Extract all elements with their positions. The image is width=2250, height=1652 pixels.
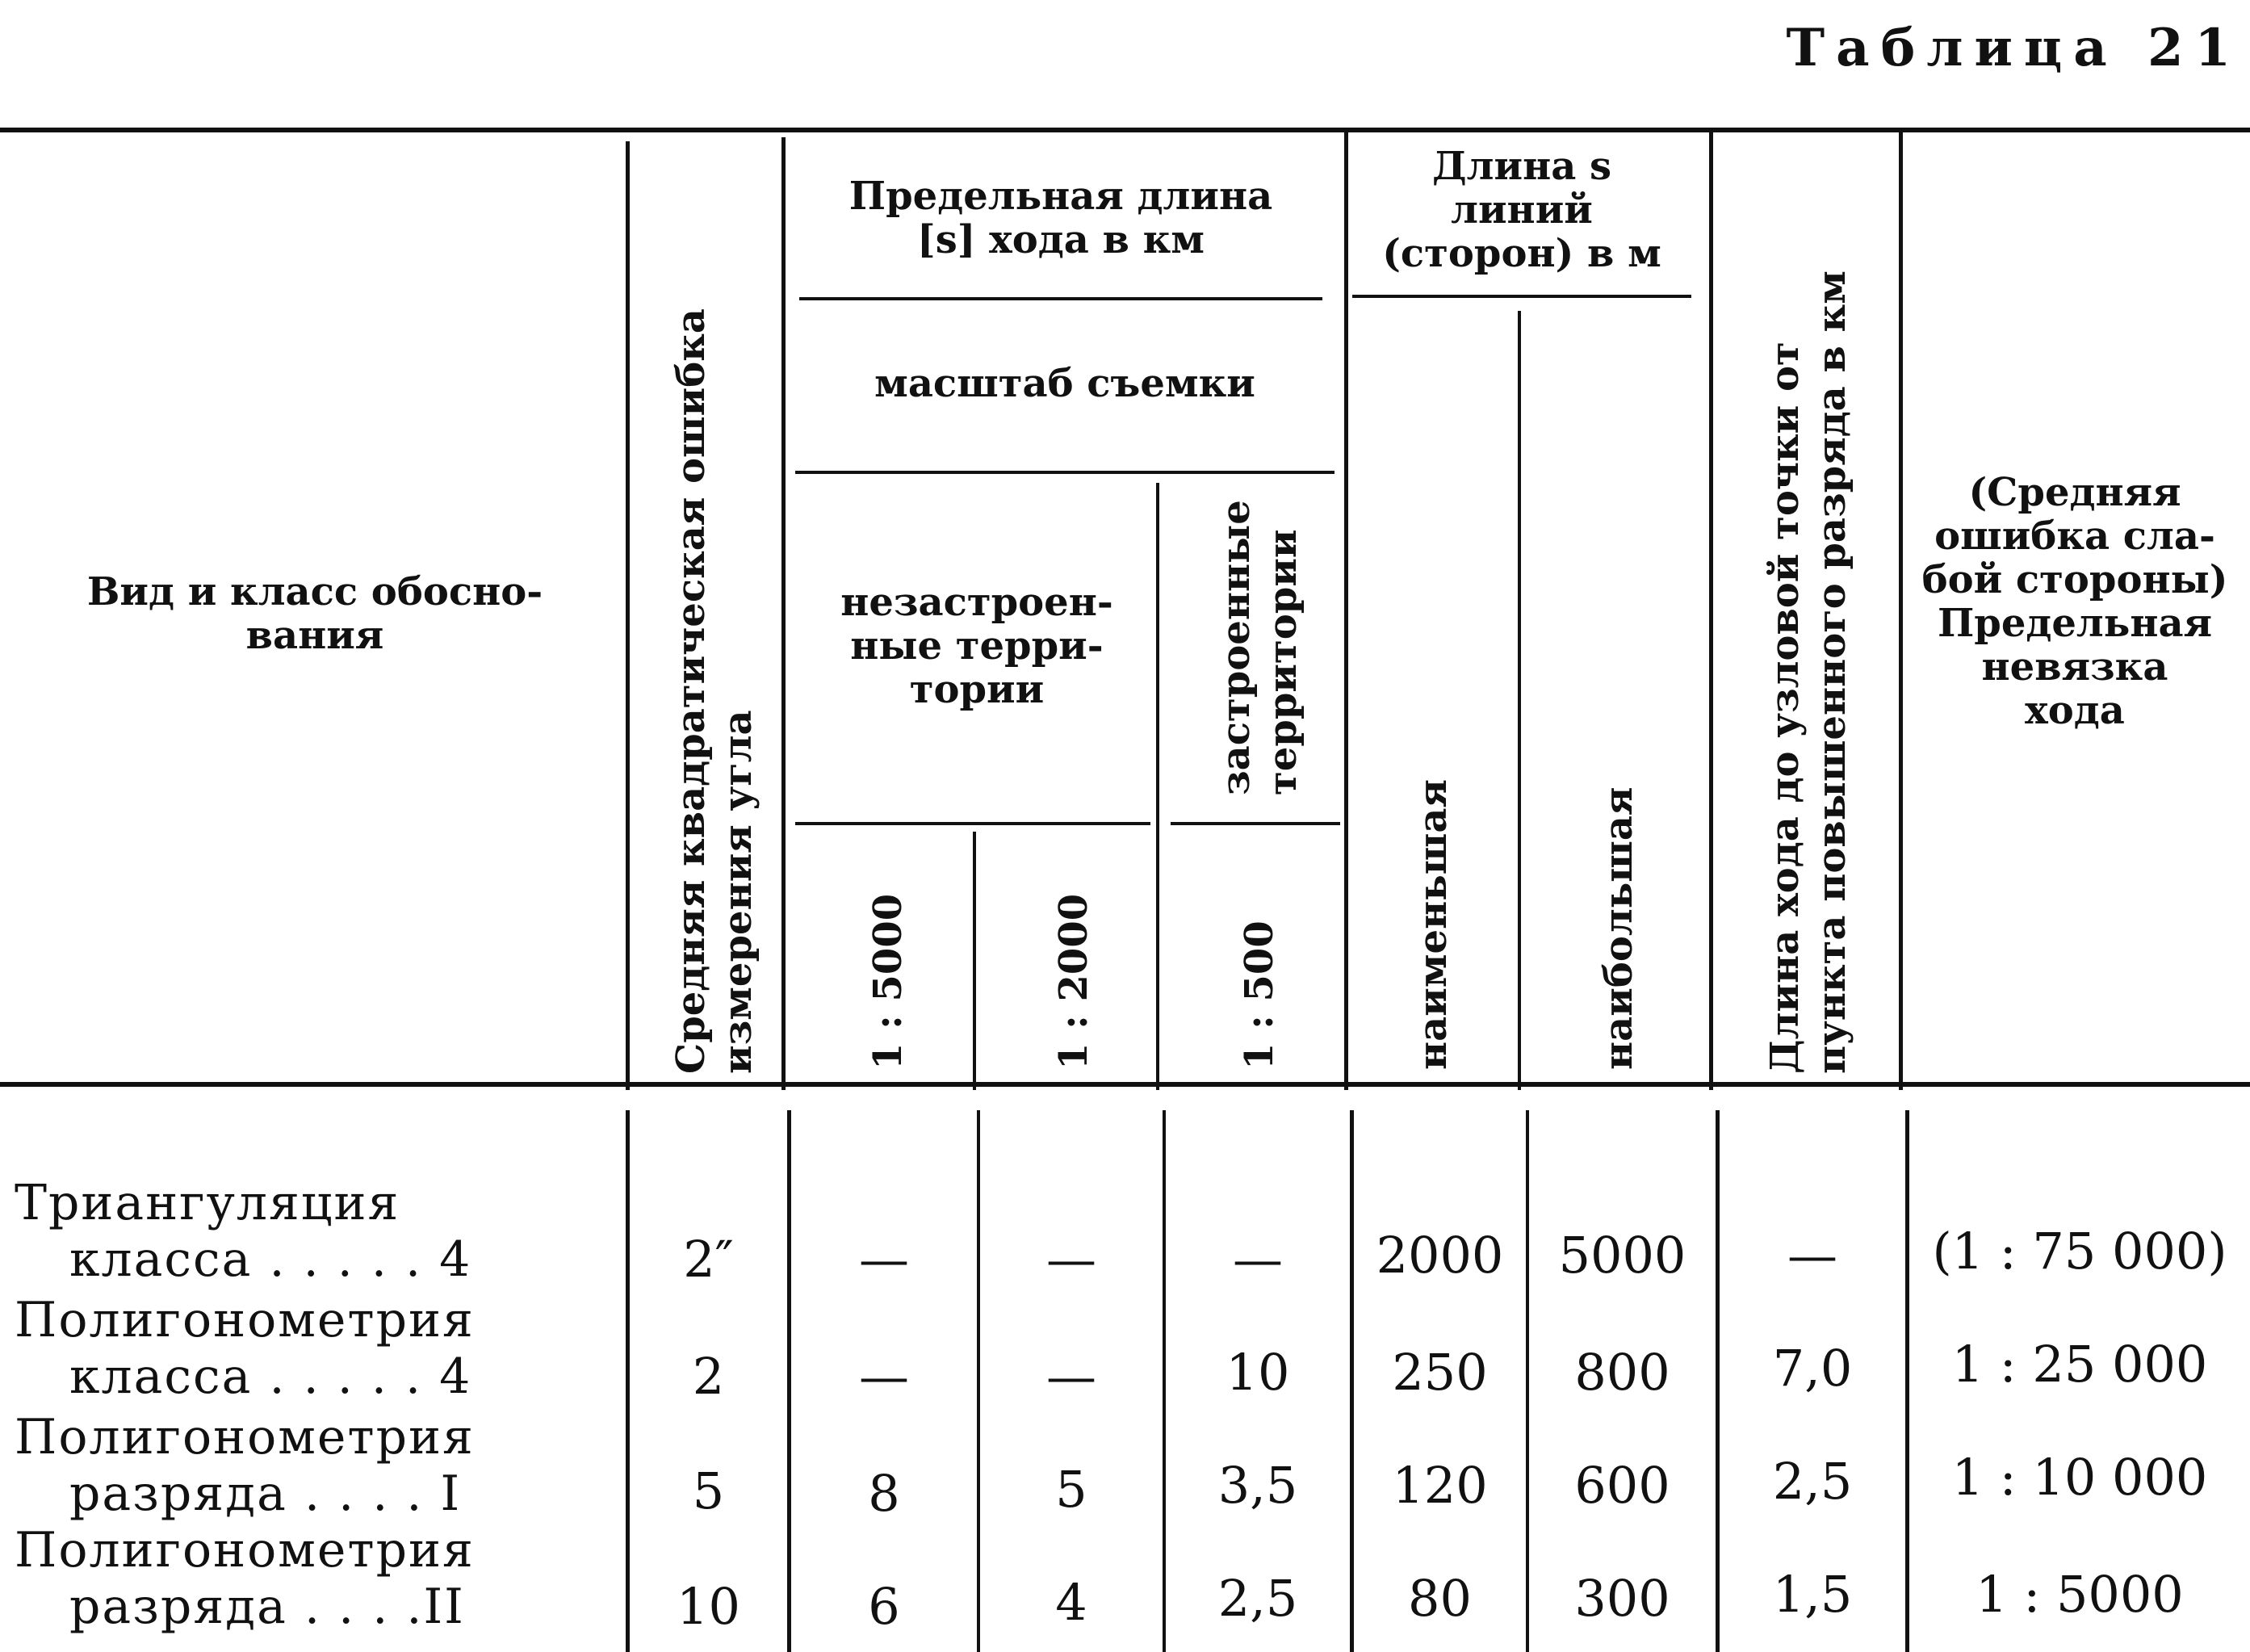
row-4-name bbox=[15, 1522, 612, 1635]
vline-header-7 bbox=[1709, 129, 1713, 1090]
row-4-angle: 10 bbox=[677, 1577, 740, 1636]
row-1-node: — bbox=[1787, 1226, 1837, 1285]
row-2-closure: 1 : 25 000 bbox=[1951, 1335, 2208, 1394]
rule-under-undeveloped bbox=[795, 822, 1150, 825]
row-3-closure: 1 : 10 000 bbox=[1951, 1448, 2208, 1507]
row-1-s2000: — bbox=[1046, 1230, 1096, 1289]
row-2-s2000: — bbox=[1046, 1347, 1096, 1406]
vline-header-4 bbox=[1156, 483, 1159, 1090]
row-2-name-line1: Полигонометрия bbox=[15, 1292, 475, 1348]
vline-header-6 bbox=[1518, 311, 1521, 1090]
header-scale-500: 1 : 500 bbox=[1237, 920, 1282, 1070]
header-survey-scale: масштаб съемки bbox=[874, 361, 1255, 406]
rule-under-survey-scale bbox=[795, 471, 1334, 474]
row-2-min: 250 bbox=[1392, 1343, 1488, 1402]
row-3-name-line2: разряда . . . . I bbox=[69, 1465, 462, 1522]
header-developed: застроенные территории bbox=[1213, 500, 1305, 795]
header-type-class: Вид и класс обосно- вания bbox=[86, 569, 543, 658]
row-1-s500: — bbox=[1233, 1230, 1283, 1289]
row-4-max: 300 bbox=[1574, 1569, 1670, 1628]
row-2-s500: 10 bbox=[1226, 1343, 1290, 1402]
header-angle-error: Средняя квадратическая ошибка измерения угла bbox=[668, 308, 760, 1074]
header-min: наименьшая bbox=[1410, 779, 1456, 1070]
row-4-s500: 2,5 bbox=[1217, 1569, 1298, 1628]
row-3-min: 120 bbox=[1392, 1456, 1488, 1515]
vline-header-8 bbox=[1899, 129, 1903, 1090]
row-3-name-line1: Полигонометрия bbox=[15, 1409, 475, 1465]
row-3-s2000: 5 bbox=[1055, 1460, 1087, 1519]
header-scale-2000: 1 : 2000 bbox=[1051, 893, 1096, 1070]
row-3-s500: 3,5 bbox=[1217, 1456, 1298, 1515]
header-max-length: Предельная длина [s] хода в км bbox=[848, 174, 1273, 262]
vline-header-1 bbox=[626, 141, 630, 1090]
row-2-name bbox=[15, 1292, 612, 1405]
row-1-min: 2000 bbox=[1376, 1226, 1504, 1285]
row-4-s5000: 6 bbox=[868, 1577, 900, 1636]
row-3-node: 2,5 bbox=[1772, 1452, 1853, 1511]
row-2-node: 7,0 bbox=[1772, 1339, 1853, 1398]
top-rule bbox=[0, 128, 2250, 132]
row-4-min: 80 bbox=[1408, 1569, 1472, 1628]
row-4-name-line1: Полигонометрия bbox=[15, 1522, 475, 1579]
header-line-length: Длина s линий (сторон) в м bbox=[1382, 144, 1661, 276]
header-node-length: Длина хода до узловой точки от пункта повышенного разряда в км bbox=[1762, 270, 1854, 1074]
table-title: Таблица 21 bbox=[1786, 18, 2242, 78]
row-1-name-line1: Триангуляция bbox=[15, 1175, 400, 1231]
header-closure: (Средняя ошибка сла- бой стороны) Предельная невязка хода bbox=[1921, 470, 2228, 733]
row-4-node: 1,5 bbox=[1772, 1565, 1853, 1624]
row-2-s5000: — bbox=[859, 1347, 909, 1406]
header-undeveloped: незастроен- ные терри- тории bbox=[840, 580, 1113, 712]
row-1-max: 5000 bbox=[1558, 1226, 1686, 1285]
row-1-closure: (1 : 75 000) bbox=[1932, 1222, 2227, 1281]
header-max: наибольшая bbox=[1596, 786, 1641, 1070]
rule-under-max-length bbox=[799, 297, 1322, 300]
row-1-name-line2: класса . . . . . 4 bbox=[69, 1231, 472, 1288]
row-2-name-line2: класса . . . . . 4 bbox=[69, 1348, 472, 1405]
rule-under-developed bbox=[1171, 822, 1340, 825]
row-1-name bbox=[15, 1175, 612, 1288]
row-3-angle: 5 bbox=[692, 1461, 725, 1520]
row-1-angle: 2″ bbox=[683, 1230, 734, 1289]
rule-under-line-length bbox=[1352, 295, 1691, 298]
row-3-max: 600 bbox=[1574, 1456, 1670, 1515]
row-2-max: 800 bbox=[1574, 1343, 1670, 1402]
vline-header-3 bbox=[973, 832, 976, 1090]
vline-header-5 bbox=[1344, 129, 1348, 1090]
vline-header-2 bbox=[781, 137, 786, 1090]
row-4-s2000: 4 bbox=[1055, 1573, 1087, 1632]
header-bottom-rule bbox=[0, 1082, 2250, 1087]
row-3-s5000: 8 bbox=[868, 1464, 900, 1523]
row-4-closure: 1 : 5000 bbox=[1976, 1565, 2184, 1624]
row-4-name-line2: разряда . . . .II bbox=[69, 1579, 465, 1635]
row-1-s5000: — bbox=[859, 1230, 909, 1289]
header-scale-5000: 1 : 5000 bbox=[865, 893, 911, 1070]
row-3-name bbox=[15, 1409, 612, 1522]
row-2-angle: 2 bbox=[692, 1347, 725, 1406]
